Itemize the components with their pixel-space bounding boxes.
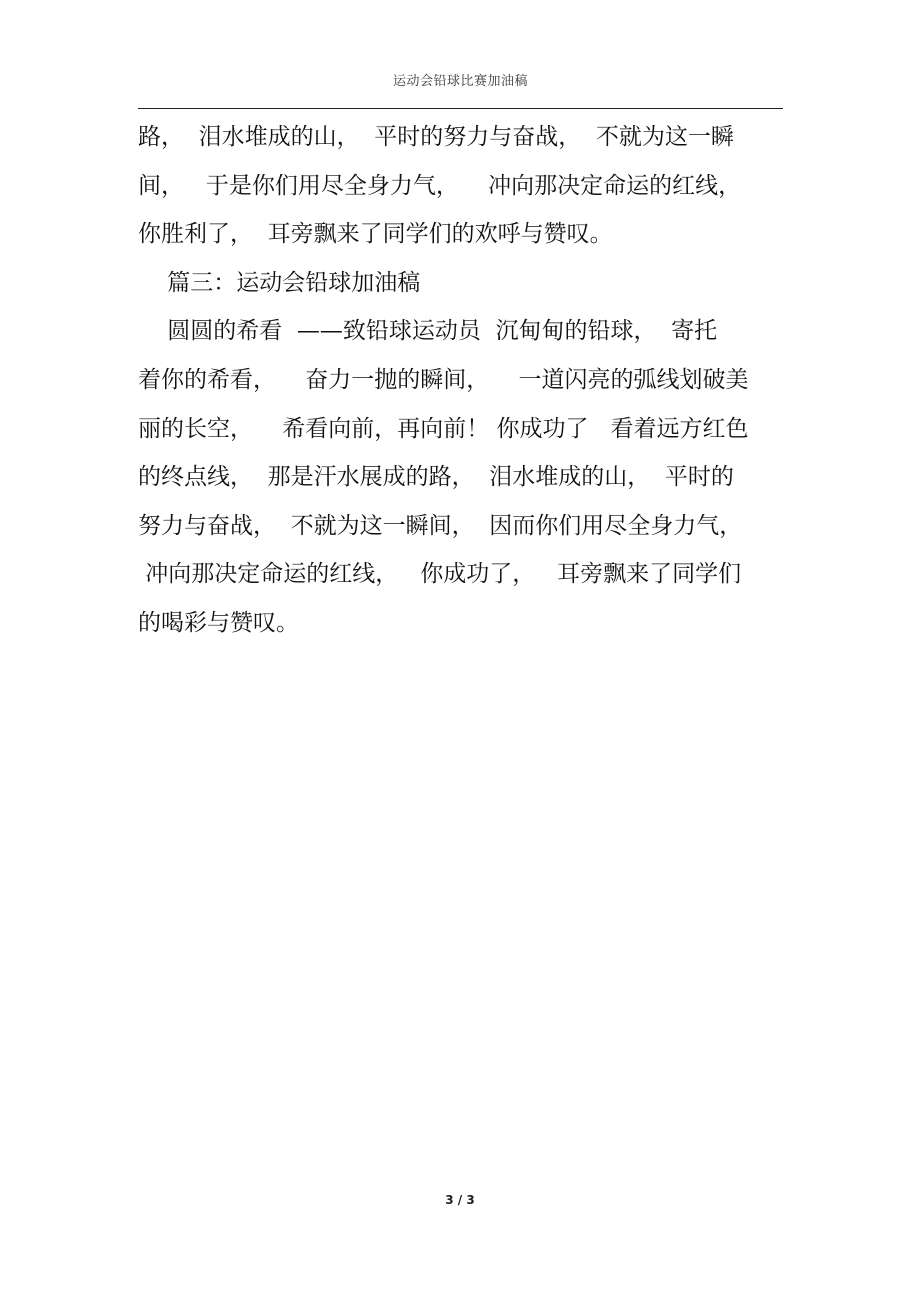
text-line: 你胜利了， 耳旁飘来了同学们的欢呼与赞叹。	[138, 221, 613, 248]
text-line: 冲向那决定命运的红线， 你成功了， 耳旁飘来了同学们	[138, 561, 742, 588]
section-heading: 篇三：运动会铅球加油稿	[138, 269, 421, 296]
text-line: 着你的希看， 奋力一抛的瞬间， 一道闪亮的弧线划破美	[138, 366, 749, 393]
page-number: 3 / 3	[445, 1193, 475, 1207]
page-header	[138, 64, 783, 109]
text-line: 丽的长空， 希看向前，再向前！ 你成功了 看着远方红色	[138, 415, 749, 442]
document-title: 运动会铅球比赛加油稿	[392, 74, 528, 89]
text-line: 的终点线， 那是汗水展成的路， 泪水堆成的山， 平时的	[138, 464, 734, 491]
text-line: 的喝彩与赞叹。	[138, 609, 299, 636]
text-line: 路， 泪水堆成的山， 平时的努力与奋战， 不就为这一瞬	[138, 124, 734, 150]
text-line: 间， 于是你们用尽全身力气， 冲向那决定命运的红线，	[138, 172, 742, 199]
body-text	[138, 117, 783, 652]
text-line: 努力与奋战， 不就为这一瞬间， 因而你们用尽全身力气，	[138, 512, 743, 539]
text-line: 圆圆的希看 ——致铅球运动员 沉甸甸的铅球， 寄托	[138, 318, 718, 345]
